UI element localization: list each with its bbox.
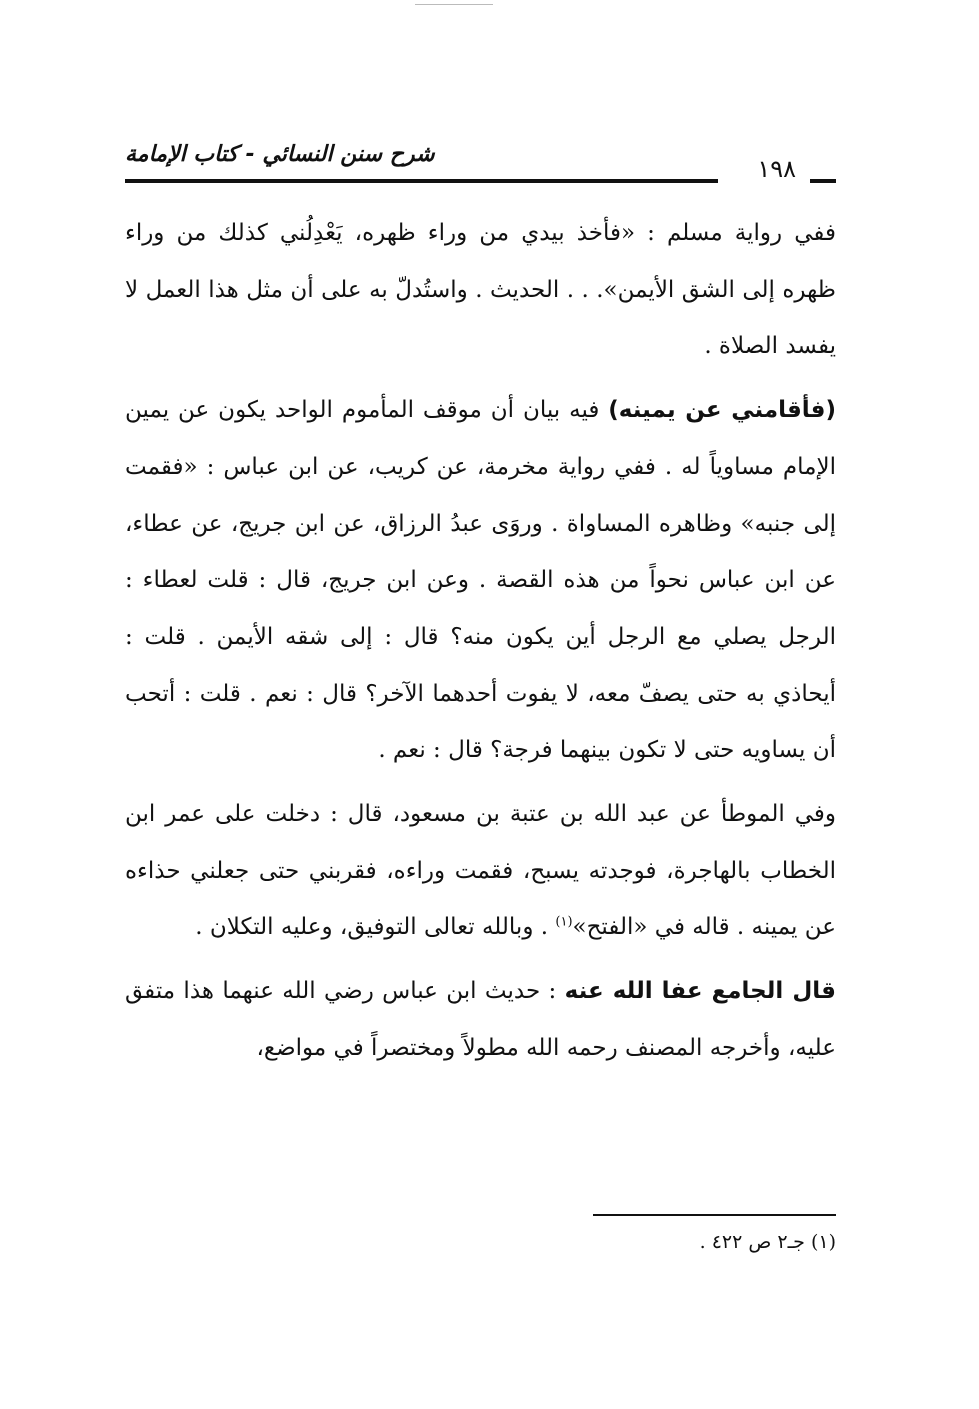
main-text — [125, 205, 836, 1077]
paragraph-text: وفي الموطأ عن عبد الله بن عتبة بن مسعود، قال : دخلت على عمر ابن الخطاب بالهاجرة، فوجدته يسبح، فقمت وراءه، فقربني حتى جعلني حذاءه عن يمينه . قاله في «الفتح» — [125, 801, 836, 941]
page-header — [125, 138, 836, 188]
running-title: شرح سنن النسائي - كتاب الإمامة — [125, 142, 435, 167]
page-number: ١٩٨ — [757, 155, 796, 183]
paragraph — [125, 786, 836, 956]
paragraph-lead: قال الجامع عفا الله عنه — [564, 978, 836, 1005]
paragraph — [125, 963, 836, 1076]
top-edge-mark — [415, 4, 493, 5]
paragraph-text: : حديث ابن عباس رضي الله عنهما هذا متفق عليه، وأخرجه المصنف رحمه الله مطولاً ومختصراً في مواضع، — [125, 978, 836, 1061]
header-dash — [810, 179, 836, 183]
paragraph — [125, 205, 836, 375]
paragraph — [125, 382, 836, 779]
footnote-reference: (١) — [555, 914, 573, 930]
footnote: (١) جـ٢ ص ٤٢٢ . — [699, 1231, 836, 1253]
paragraph-lead: (فأقامني عن يمينه) — [608, 397, 837, 424]
header-rule — [125, 179, 718, 183]
paragraph-text-continued: . وبالله تعالى التوفيق، وعليه التكلان . — [195, 914, 556, 941]
paragraph-text: فيه بيان أن موقف المأموم الواحد يكون عن يمين الإمام مساوياً له . ففي رواية مخرمة، عن كريب، عن ابن عباس : «فقمت إلى جنبه» وظاهره المساواة . وروَى عبدُ الرزاق، عن ابن جريج، عن عطاء، عن ابن عباس نحواً من هذه القصة . وعن ابن جريج، قال : قلت لعطاء : الرجل يصلي مع الرجل أين يكون منه؟ قال : إلى شقه الأيمن . قلت : أيحاذي به حتى يصفّ معه، لا يفوت أحدهما الآخر؟ قال : نعم . قلت : أتحب أن يساويه حتى لا تكون بينهما فرجة؟ قال : نعم . — [125, 397, 836, 764]
footnote-rule — [593, 1214, 836, 1216]
paragraph-text: ففي رواية مسلم : «فأخذ بيدي من وراء ظهره، يَعْدِلُني كذلك من وراء ظهره إلى الشق الأيمن». . . الحديث . واستُدلّ به على أن مثل هذا العمل لا يفسد الصلاة . — [125, 220, 836, 360]
